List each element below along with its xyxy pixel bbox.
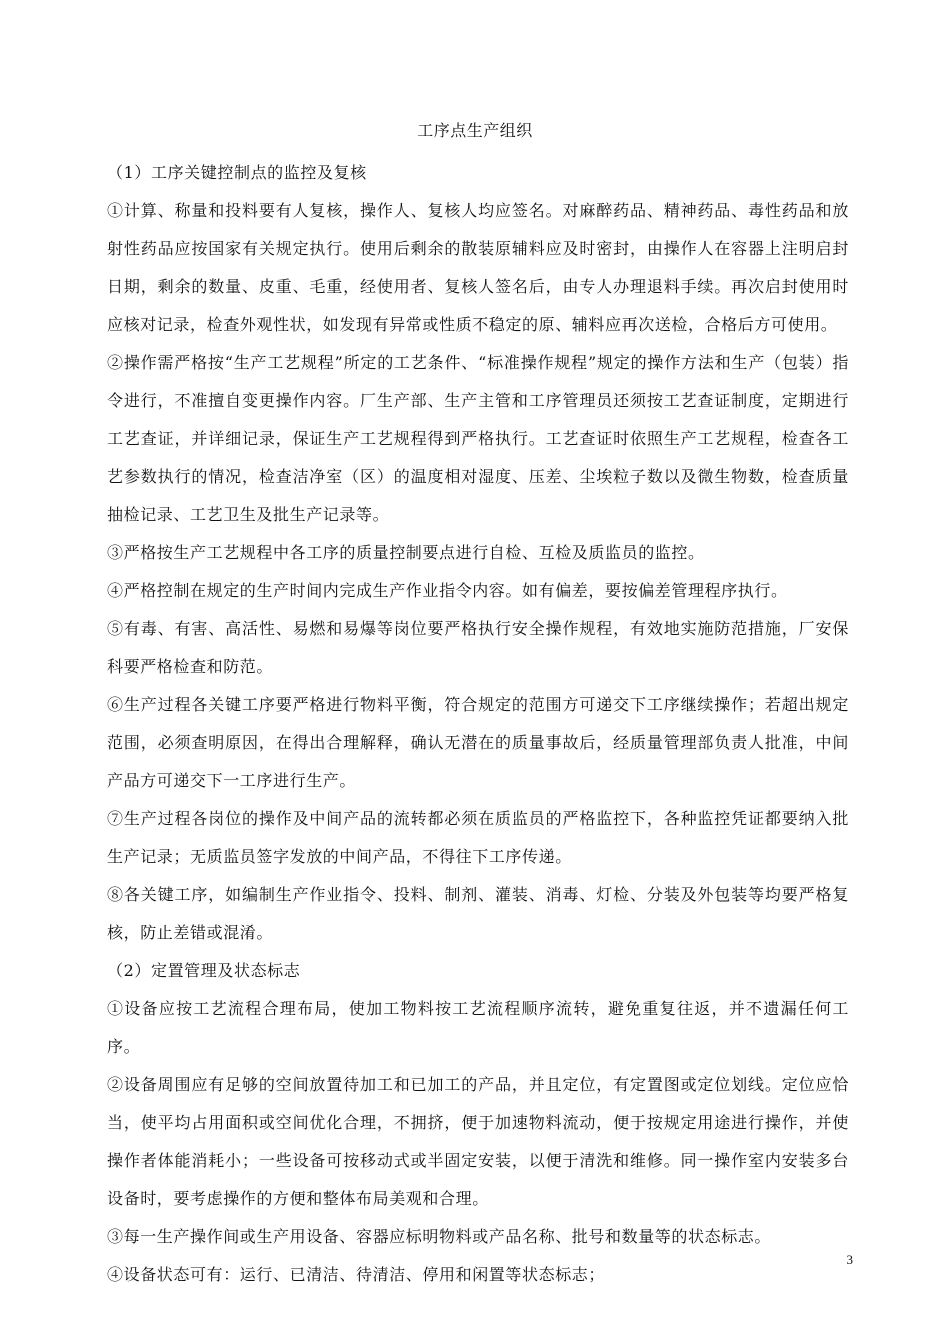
section-heading-1: （1）工序关键控制点的监控及复核: [107, 163, 367, 182]
paragraph: ⑥生产过程各关键工序要严格进行物料平衡，符合规定的范围方可递交下工序继续操作；若超出规定范围，必须查明原因，在得出合理解释，确认无潜在的质量事故后，经质量管理部负责人批准，中间产品方可递交下一工序进行生产。: [107, 695, 849, 790]
paragraph: ①设备应按工艺流程合理布局，使加工物料按工艺流程顺序流转，避免重复往返，并不遗漏任何工序。: [107, 999, 849, 1056]
paragraph: ④严格控制在规定的生产时间内完成生产作业指令内容。如有偏差，要按偏差管理程序执行。: [107, 581, 788, 600]
document-body: [107, 154, 849, 1294]
paragraph: ①计算、称量和投料要有人复核，操作人、复核人均应签名。对麻醉药品、精神药品、毒性药品和放射性药品应按国家有关规定执行。使用后剩余的散装原辅料应及时密封，由操作人在容器上注明启封日期，剩余的数量、皮重、毛重，经使用者、复核人签名后，由专人办理退料手续。再次启封使用时应核对记录，检查外观性状，如发现有异常或性质不稳定的原、辅料应再次送检，合格后方可使用。: [107, 201, 849, 334]
page-number: 3: [846, 1252, 853, 1267]
paragraph: ⑦生产过程各岗位的操作及中间产品的流转都必须在质监员的严格监控下，各种监控凭证都要纳入批生产记录；无质监员签字发放的中间产品，不得往下工序传递。: [107, 809, 849, 866]
section-heading-2: （2）定置管理及状态标志: [107, 961, 301, 980]
paragraph: ③严格按生产工艺规程中各工序的质量控制要点进行自检、互检及质监员的监控。: [107, 543, 705, 562]
paragraph: ③每一生产操作间或生产用设备、容器应标明物料或产品名称、批号和数量等的状态标志。: [107, 1227, 772, 1246]
paragraph: ⑧各关键工序，如编制生产作业指令、投料、制剂、灌装、消毒、灯检、分装及外包装等均要严格复核，防止差错或混淆。: [107, 885, 849, 942]
document-title: 工序点生产组织: [417, 121, 533, 140]
paragraph: ④设备状态可有：运行、已清洁、待清洁、停用和闲置等状态标志；: [107, 1265, 606, 1284]
paragraph: ②设备周围应有足够的空间放置待加工和已加工的产品，并且定位，有定置图或定位划线。定位应恰当，使平均占用面积或空间优化合理，不拥挤，便于加速物料流动，便于按规定用途进行操作，并使操作者体能消耗小；一些设备可按移动式或半固定安装，以便于清洗和维修。同一操作室内安装多台设备时，要考虑操作的方便和整体布局美观和合理。: [107, 1075, 849, 1208]
paragraph: ②操作需严格按“生产工艺规程”所定的工艺条件、“标准操作规程”规定的操作方法和生产（包装）指令进行，不准擅自变更操作内容。厂生产部、生产主管和工序管理员还须按工艺查证制度，定期进行工艺查证，并详细记录，保证生产工艺规程得到严格执行。工艺查证时依照生产工艺规程，检查各工艺参数执行的情况，检查洁净室（区）的温度相对湿度、压差、尘埃粒子数以及微生物数，检查质量抽检记录、工艺卫生及批生产记录等。: [107, 353, 849, 524]
paragraph: ⑤有毒、有害、高活性、易燃和易爆等岗位要严格执行安全操作规程，有效地实施防范措施，厂安保科要严格检查和防范。: [107, 619, 849, 676]
